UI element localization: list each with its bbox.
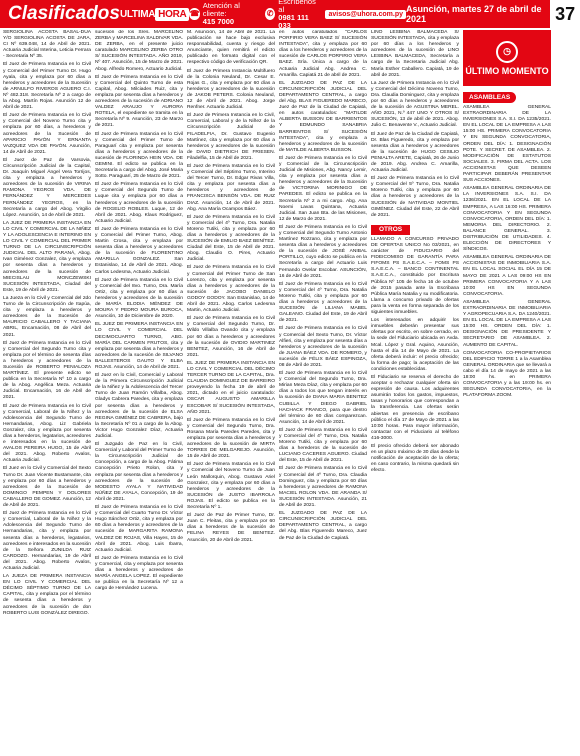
notice: La Jueza en lo Civil y Comercial del 2do Turno de la Circunscripción de Itapúa, cita y emplaza a herederos y acreedores de la Sucesión de MAURICIO CABALLERO Y TACIANA ABRIL, Encarnación, 08 de Abril del 2021. bbox=[3, 295, 91, 338]
notice: LINO LESBINA BALMACEDA S/ SUCESIÓN INTESTADA, cita y emplaza por 60 días a los herederos y acreedores de la sucesión de LINO LESBINA BALMACEDA, Secretaría a cargo de la Secretaria Judicial Abg. María Esther Caballero. Capiatá, 19 de abril de 2021. bbox=[371, 30, 459, 78]
notice: El Juez de Primera Instancia en lo Civil y Comercial del Segundo Turno, Dra. Mirian Meza Díaz, cita y emplaza por 60 días a todos los que tengan interés en la sucesión de DIANA MARIA BENITEZ CUBILLA Y DIEGO GABRIEL HACHACK FRANCO, para que dentro del término de 60 días comparezcan. Asunción, 14 de Abril de 2021. bbox=[279, 371, 367, 425]
newspaper-logo bbox=[120, 9, 189, 20]
notice: EL JUZGADO DE PAZ DE LA CIRCUNSCRIPCIÓN JUDICIAL DEL DEPARTAMENTO CENTRAL, a cargo del Abg. BLAS FIGUEREDO MARECO, Juez de Paz de la Ciudad de Capiatá, en autos caratulados: "MATILDE ALBERTA BUSSON DE BARRIENTOS Y EDMUNDO SANABRIA BARRIENTOS S/ SUCESIÓN INTESTADA", cita y emplaza a herederos y acreedores de la sucesión de MATILDE ALBERTA BUSSON. bbox=[279, 80, 367, 153]
assembly-notice: ASAMBLEA GENERAL EXTRAORDINARIA DE LA INVERSIONES S.A. S.I. DA 1235/2021. EN EL LOCAL DE LA EMPRESA A LAS 15:00 HS. PRIMERA CONVOCATORIA Y EN SEGUNDA CONVOCATORIA, ORDEN DEL DÍA: 1. DESIGNACIÓN PDTE. Y SECRET. DE ASAMBLEA. 2. MODIFICACIÓN DE ESTATUTOS SOCIALES. 3. FIRMA DEL ACTA. LOS ACCIONISTAS QUE DESEEN PARTICIPAR DEBERÁN PRESENTAR SUS ACCIONES. bbox=[463, 105, 551, 184]
notice: El precio ofrecido deberá ser abonado en un plazo máximo de 30 días desde la notificación de aceptación de la oferta; en caso contrario, la misma quedará sin efecto. bbox=[371, 444, 459, 474]
call-number: 415 7000 bbox=[202, 17, 235, 26]
classifieds-columns bbox=[0, 28, 580, 754]
page-number: 37 bbox=[550, 0, 580, 28]
notice: El Juez de Primera Instancia en lo Civil y Comercial del Segundo Turno, Dr. Wildo Villalba Ovando cita y emplaza por 60 días a herederos y acreedores de la sucesión de OVIDIO MARTINEZ BENITEZ, Asunción, 16 de Abril de 2021. bbox=[187, 316, 275, 358]
notice: El Juez de Primera Instancia en lo Civil y Comercial de la Circunscripción Judicial de Misiones, Abg. Nancy Lemir, cita y emplaza por sesenta días a herederos y acreedores de la Sucesión de VICTORINA MORINIGO DE PAREDES. El edicto se publica en la Secretaría Nº 2 a mi cargo. Abg. Ana Noemi Lavas Quintana, Actuaria Judicial. San Juan Bta. de las Misiones, 12 de Marzo de 2021. bbox=[279, 155, 367, 222]
column-5 bbox=[371, 30, 459, 754]
notice: El Juez de Paz de la Ciudad de Capiatá, Dr. Blas Figueredo, cita y emplaza por sesenta días a herederos y acreedores de la sucesión de HUGO CESILIO PENIALTA ARETE, Capiatá, 26 de Junio de 2019. Abg. Andrea C. Amarilla, Actuaria Judicial. bbox=[371, 131, 459, 174]
issue-date: Asunción, martes 27 de abril de 2021 bbox=[406, 4, 542, 24]
notice: El Juez en lo Civil y Comercial del Sexto Turno Dr. Juan Vicente Bustamante, cita y emplaza por 60 días a herederos y acreedores de la Sucesión de DOMINGO PEMPEN Y DOLORES CABALLERO DE GOMEZ. Asunción, 12 de Abril de 2021. bbox=[3, 466, 91, 509]
right-sidebar bbox=[463, 30, 551, 754]
column-3 bbox=[187, 30, 275, 754]
notice: sucesión de los Sres. MARCELINO ZERBA y MARCELINA SALDIVAR VDA. DE ZERBA, en el presente juicio caratulado MARCELINO ZERBA OTRO S/ SUCESIÓN INTESTADA. AÑO 2019, Nº 407. Asunción, 15 de Marzo de 2021. Abog. Alfredo Romero, Actuario Judicial. bbox=[95, 30, 183, 72]
notice: El Juez de Primera Instancia en lo Civil y Comercial del 4º Turno, Dra. Natalia Moreno Tutiki, cita y emplaza por 60 días a herederos y acreedores de la SUCESIÓN de LILIANA MABEL GALEANO. Ciudad del Este, 19 de Abril de 2021. bbox=[279, 281, 367, 324]
ultimo-label: ÚLTIMO MOMENTO bbox=[465, 65, 549, 76]
notice: El Juez en lo Civil, Comercial y Laboral de la Primera Circunscripción Judicial de la Niñez y la Adolescencia del Tercer Turno de Juan Ramón Villalba, Abog. Gladys Cabrera Paredes, cita y emplaza por sesenta días a herederos y acreedores de la sucesión de ELSA REGINA GIMÉNEZ DE CABRERA, bajo la Secretaría Nº 01 a cargo de la Abog. Victor Hugo Gonzalez Díaz, Actuaria Judicial. bbox=[95, 373, 183, 439]
write-label: Escríbenos al bbox=[278, 0, 316, 14]
notice: EL JUZGADO DE PAZ DE LA CIRCUNSCRIPCIÓN JUDICIAL DEL DEPARTAMENTO CENTRAL, a cargo del Abg. Blas Figueredo Mareco, Juez de Paz de la Ciudad de Capiatá. bbox=[279, 511, 367, 541]
phone-icon: ☎ bbox=[189, 9, 200, 18]
contact-call[interactable] bbox=[189, 0, 257, 30]
notice: El Juez de Primera Instancia en lo Civil y Comercial del 4º Turno, Dra. Natalia Moreno Tutiki, cita y emplaza por 60 días a herederos y acreedores de la SUCESIÓN de EMILIO BAEZ BENÍTEZ. Ciudad del Este, 15 de Abril de 2021. Abog. Claudio O. Pires, Actuario Judicial. bbox=[187, 214, 275, 263]
call-label: Atención al cliente: bbox=[202, 1, 240, 18]
notice: en autos caratulados "CARLOS PORFIRIO VERA BAEZ S/ SUCESIÓN INTESTADA", cita y emplaza por 60 días a los herederos y acreedores de la sucesión de CARLOS PORFIRIO VERA BAEZ. Sría. Única a cargo de la Actuaria Judicial Abg. Andrea C. Amarilla. Capiatá 21 de abril de 2021. bbox=[279, 30, 367, 78]
notice: El Juez de Primera Instancia en lo Civil y Comercial del Noveno Turno cita y emplaza por 60 días, a herederos y acreedores de la Sucesión de APARICIO PAVÓN Y ERNANTA VAZQUEZ VDA DE PAVÓN. Asunción, 14 de Abril de 2021. bbox=[3, 113, 91, 155]
section-title: Clasificados bbox=[8, 3, 120, 24]
notice: La Juez de Primera Instancia en lo Civil y Comercial del Décimo Noveno Turno, Dra. Claudia Dominguez, cita y emplaza por 60 días a herederos y acreedores de la sucesión de AGUSTINA MEREL. AÑO 2021, N.º 447 UNO Y OTROS S/ SUCESIÓN, 13 de abril de 2021. Abog. Julio C. Benavente V., Actuario Judicial. bbox=[371, 80, 459, 129]
notice: EL JUEZ DE PRIMERA INSTANCIA EN LO CIVIL Y COMERCIAL DEL DECIMOCUARTO TURNO, ABG. MARÍA DEL CARMEN FRUTOS, cita y emplaza por sesenta días a herederos y acreedores de la sucesión de SILVANO BALLESTEROS GAUTO Y ELBA ROJAS. Asunción, 14 de Abril de 2021. bbox=[95, 322, 183, 370]
otros-section-tag: OTROS bbox=[371, 225, 410, 235]
notice: El Juez de Primera Instancia en lo Civil y Comercial, Laboral de la Niñez y la Adolescencia del Segundo Turno de Hernandarias, cita y emplaza por sesenta días a herederos, legatarios, acreedores e interesados en la sucesión de la Señora ZUNILDA RUIZ CARDOZO. Hernandarias, 19 de Abril del 2021. Abog. Roberto Avalos, Actuaria Judicial. bbox=[3, 511, 91, 571]
notice: El Juez de Primera Instancia en lo Civil y Comercial del Segundo Turno cita y emplaza por el término de sesenta días a herederos y acreedores de la Sucesión de ROBERTO PENIALOZA MARTÍNEZ. El presente edicto se publica en la Secretaría Nº 10 a cargo de la Abog. Angélica Meza. Actuaria Judicial. Encarnación, 16 de Abril de 2021. bbox=[3, 340, 91, 401]
column-1 bbox=[3, 30, 91, 754]
notice: El Juez de Primera Instancia en lo Civil y Comercial del Noveno Turno de Juan León Mallorquin, Abog. Gustavo Ariel Gonzalez, cita y emplaza por 60 días a herederos y acreedores de la SUCESIÓN de JUSTO IBARROLA ROJAS. El edicto se publica en la Secretaría Nº 1. bbox=[187, 462, 275, 511]
logo-part-a: ULTIMA bbox=[119, 8, 156, 20]
notice: El Juez de Primera Instancia en lo Civil y Comercial del Quinto Turno de esta Capital, Abog. Milciades Ruiz, cita y emplaza por sesenta días a herederos y acreedores de la sucesión de ADRIANO VALDEZ ARAUJO Y AURORA ROTELA, el expediente se tramita en la Secretaría Nº 9. Asunción, 23 de Marzo de 2021. bbox=[95, 74, 183, 129]
contact-info bbox=[189, 0, 317, 30]
notice: Los interesados en adquirir los inmuebles deberán presentar sus ofertas por escrito, en sobre cerrado, en la sede del Fiduciario ubicada en Avda. Mcal. López y Gral. Aquino, Asunción, hasta el día 14 de Mayo de 2021. La oferta deberá incluir: el precio ofrecido; la forma de pago; la aceptación de las condiciones establecidas. bbox=[371, 318, 459, 372]
notice: LLAMADO A CONCURSO PRIVADO DE OFERTAS UNICO No 03/2021, en carácter de FIDUCIARIO del FIDEICOMISO DE GARANTÍA PARA FIFOMS PS S.A.E.C.A. – FOMS PS S.A.E.C.A. – BANCO CONTINENTAL S.A.E.C.A., constituido por Escritura Pública Nº 105 de fecha 16 de octubre de 2015 pasada ante la Escribana Pública María Natalia y su modificatoria. Llama a concurso privado de ofertas para la venta en forma separada de los siguientes inmuebles. bbox=[371, 236, 459, 316]
notice: LA JUEZ DE PRIMERA INSTANCIA EN LO CIVIL Y COMERCIAL DE LA NIÑEZ Y LA ADOLESCENCIA E INTERINO EN LO CIVIL Y COMERCIAL DEL PRIMER TURNO DE LA CIRCUNSCRIPCIÓN JUDICIAL DEL ALTO PARANÁ, Abog. Ivan Giménez Gonzalez, cita y emplaza por sesenta días a herederos y acreedores de la sucesión de MIECISLAU MONCZEWSKI SUCESIÓN INTESTADA, Ciudad del Este, 19 de Abril de 2021. bbox=[3, 220, 91, 293]
notice: El Juez de Primera Instancia en lo Civil y Comercial del Primer Turno de Paraguarí cita y emplaza por sesenta días a herederos y acreedores de la sucesión de FLORINDA HEIN VDA. DE GEMINI. El edicto se publica en la Secretaría a cargo del Abog. José Maria Sotto. Paraguarí, 25 de Marzo de 2021. bbox=[95, 131, 183, 180]
classifieds-header bbox=[0, 0, 580, 28]
notice: El Juez de Primera Instancia en lo Civil y Comercial del 4º Turno, Dra. Natalia Moreno Tutiki, cita y emplaza por 60 días a herederos de la sucesión de LUCIANO CACERES AGUERO. Ciudad del Este, 15 de Abril de 2021. bbox=[279, 427, 367, 464]
notice: El Juez de Primera Instancia en lo Civil y Comercial del Segundo Turno, Dra. Rosana María Paredes Paredes, cita y emplaza por sesenta días a herederos y acreedores de la sucesión de MIRTA TORRES DE MELGAREJO. Asunción, 15 de Abril de 2021. bbox=[187, 417, 275, 460]
notice: El Juzgado de Paz en lo Civil, Comercial y Laboral del Primer Turno de la Circunscripción Judicial de Concepción, a cargo de la Abog. Fátima Concepción Prieto Rolon, cita y emplaza por sesenta días a herederos y acreedores de la sucesión de MODESTO AYALA Y NATIVIDAD NÚÑEZ DE AYALA, Concepción, 19 de Abril de 2021. bbox=[95, 442, 183, 502]
notice: El Juez de Primera Instancia en lo Civil y Comercial del Segundo Turno de Luque cita y emplaza por 60 días a herederos y acreedores de la sucesión de ROGELIO ROBLES. Luque, 12 de Abril de 2021. Abog. Klaus Rodriguez, Actuario Judicial. bbox=[95, 182, 183, 224]
logo-part-b: HORA bbox=[155, 8, 189, 21]
column-2 bbox=[95, 30, 183, 754]
notice: EL JUEZ DE PRIMERA INSTANCIA EN LO CIVIL Y COMERCIAL DEL DÉCIMO TERCER TURNO DE LA CAPITAL, Dra. CLAUDIA DOMINGUEZ DE BARREIRO proveyendo la fecha 19 de abril de 2021, dictado en el juicio caratulado: OSCAR AUGUSTO AMARILLA ESCOBAR S/ SUCESIÓN INTESTADA, AÑO 2021. bbox=[187, 360, 275, 415]
asambleas-section-tag: ASAMBLEAS bbox=[463, 92, 516, 103]
assembly-notice: CONVOCATORIA CO-PROPIETARIOS DEL EDIFICIO TORRE 1 a la Asamblea GENERAL ORDINARIA que se llevará a cabo el día 14 de mayo de 2021 a las 18:00 hs. en PRIMERA CONVOCATORIA y a las 19:00 hs. en SEGUNDA CONVOCATORIA, en la PLATAFORMA ZOOM. bbox=[463, 350, 551, 399]
notice: M. Asunción, 14 de Abril de 2021. La publicación se hace bajo exclusiva responsabilidad, cuenta y riesgo del Anunciante, quien remitirá el edicto publicado en formato digital con el respectivo código de verificación QR. bbox=[187, 30, 275, 66]
notice: El Juez de Primera Instancia en lo Civil y Comercial del Primer Turno Dr. Hugo Ayala, cita y emplaza por 60 días a herederos y acreedores de la Sucesión de ARNULFO RIVEROS AGUERO C.I. Nº 482.318. Secretaría Nº 2 a cargo de la Abog. Martín Rojas. Asunción 12 de Abril de 2021. bbox=[3, 62, 91, 111]
notice: LA JUEZA DE PRIMERA INSTANCIA EN LO CIVIL Y COMERCIAL DEL DÉCIMO SÉPTIMO TURNO DE LA CAPITAL, cita y emplaza por el término de sesenta días a herederos y acreedores de la sucesión de don ROBERTO LUIS GONZÁLEZ DIREGO. bbox=[3, 574, 91, 616]
notice: El Juez de Primera Instancia en lo Civil y Comercial del 4º Turno, Dra. Claudia Dominguez, cita y emplaza por 60 días a herederos y acreedores de RAMONA MACIEL ROLON VDA. DE ARANDA S/ SUCESIÓN INTESTADA. Asunción, 21 de Abril de 2021. bbox=[279, 466, 367, 509]
notice: El Juez de Primera Instancia en lo Civil y Comercial del Primer Turno, Abog. Martin Crosa, cita y emplaza por sesenta días a herederos y acreedores de la sucesión de FLORENTINO AMARILLA GONZALEZ. San Estanislao, 14 de Abril de 2021. Abog. Carlos Ledesma, Actuario Judicial. bbox=[95, 226, 183, 275]
notice: El Fiduciario se reserva el derecho de aceptar o rechazar cualquier oferta sin expresión de causa. Los adquirentes asumirán todos los gastos, impuestos, tasas y honorarios que correspondan a la transferencia. Las ofertas serán abiertas en presencia de escribano público el día 17 de Mayo de 2021 a las 10:00 horas. Para mayor información, contactar con el Fiduciario al teléfono 416-3000. bbox=[371, 374, 459, 441]
write-number: 0981 111 033 bbox=[278, 13, 309, 30]
website-link[interactable]: avisos@uhora.com.py bbox=[325, 10, 406, 19]
whatsapp-icon: ✆ bbox=[266, 9, 274, 18]
notice: El Juez de Primera Instancia en lo Civil y Comercial del Cuarto Turno Dr. Víctor Hugo Sánchez Ortiz, cita y emplaza por 60 días a herederos y acreedores de la sucesión de MARGARITA RAMONA VALDEZ DE ROJAS, Villa Hayes, 15 de Abril de 2021. Abog. Luis Ibarra, Actuario Judicial. bbox=[95, 505, 183, 553]
asambleas-list bbox=[463, 105, 551, 399]
notice: El Juez de Paz de Varsovia, Circunscripción Judicial de la Capital, Dr. Joaquín Miguel Ángel Vera Torrijos, cita y emplaza a herederos y acreedores de la sucesión de VIRINA RAMONA YEGROS VDA. DE FERNÁNDEZ Y MERCEDES FERNÁNDEZ YEGROS, en la Secretaría a cargo del Abog. Virgilio López. Asunción, 14 de Abril de 2021. bbox=[3, 157, 91, 218]
notice: El Juez de Primera Instancia Multifuero de la Colonia Neuland, Dr. Cesar E. Rojas G., cita y emplaza por 60 días a herederos y acreedores de la sucesión de JAKOB PETERS. Colonia Neuland, 12 de Abril de 2021. Abog. Jorge Renfner. Actuario Judicial. bbox=[187, 68, 275, 111]
notice: El Juez de Paz de Primer Turno, Dr. Juan C. Fleitas, cita y emplaza por 60 días a herederos de la sucesión de FELINA REYES DE BENITEZ. Asunción, 20 de Abril de 2021. bbox=[187, 513, 275, 543]
notice: El Juez de Primera Instancia en lo Civil y Comercial del Sexto Turno, Dr. Víctor Alfieri, cita y emplaza por sesenta días a herederos y acreedores de la sucesión de JUANA BÁEZ VDA. DE ROMERO, y sucesión de FÉLIX BÁEZ ESPINOZA, 08 de Abril de 2021. bbox=[279, 326, 367, 368]
notice: El Juez de Primera Instancia en lo Civil y Comercial del Séptimo Turno, Interino del Tercer Turno, Dr. Edgar Rivas Villa, cita y emplaza por sesenta días a herederos y acreedores de FRANCISCA BENSÓN VDA. DE RUIZ DIAZ. Asunción, 14 de Abril de 2021. Abg. Ana María Ocampos Báez. bbox=[187, 163, 275, 212]
column-4 bbox=[279, 30, 367, 754]
notice: El Juez de Primera Instancia en lo Civil y Comercial del 8vo. Turno, Dra. María Ortiz, cita y emplaza por 60 días a herederos y acreedores de la sucesión de MARÍA ELODIA MÉNDEZ DE MOURA Y PEDRO MOURA BUROCA, Asunción, 10 de Diciembre de 2020. bbox=[95, 277, 183, 320]
notice: El Juez de Primera Instancia en lo Civil y Comercial, cita y emplaza por sesenta días a herederos y acreedores de MARÍA ANGELA LOPEZ. El expediente se publica en la Secretaría Nº 12 a cargo de Hernández Lucena. bbox=[95, 555, 183, 592]
assembly-notice: ASAMBLEA GENERAL ORDINARIA DE ACCIONISTAS DE INMOBILIARIA S.A. EN EL LOCAL SOCIAL EL DÍA 15 DE MAYO DE 2021 A LAS 09:00 HS EN PRIMERA CONVOCATORIA Y A LAS 10:00 HS EN SEGUNDA CONVOCATORIA. bbox=[463, 255, 551, 297]
notice: El Juez de Primera Instancia en lo Civil y Comercial del 5º Turno, Dra. Natalia Moreno Tutiki, cita y emplaza por 60 días a herederos y acreedores de la SUCESIÓN de NATIVIDAD MONTIEL GIMÉNEZ. Ciudad del Este, 22 de Abril de 2021. bbox=[371, 176, 459, 218]
assembly-notice: ASAMBLEA GENERAL ORDINARIA DE LA INVERSIONES S.A. S.I. DA 1236/2021. EN EL LOCAL DE LA EMPRESA, A LAS 16:00 HS. PRIMERA CONVOCATORIA Y EN SEGUNDA CONVOCATORIA, ORDEN DEL DÍA: 1. MEMORIA DEL DIRECTORIO. 2. BALANCE GENERAL. 3. DISTRIBUCIÓN DE UTILIDADES. 4. ELECCIÓN DE DIRECTORES Y SÍNDICOS. bbox=[463, 186, 551, 253]
assembly-notice: ASAMBLEA GENERAL EXTRAORDINARIA DE INMOBILIARIA Y AGROPECUARIA S.A. DA 1240/2021. EN EL LOCAL DE LA EMPRESA A LAS 15:00 HS. ORDEN DEL DÍA: 1. DESIGNACIÓN DE PRESIDENTE Y SECRETARIO DE ASAMBLEA. 2. AUMENTO DE CAPITAL. bbox=[463, 299, 551, 348]
notice: El Juez de Primera Instancia en lo Civil y Comercial, Laboral de la Niñez y la Adolescencia del Segundo Turno de Hernandarias, Abog. Liz Gabriela Gonzalez, cita y emplaza por sesenta días a herederos, legatarios, acreedores e interesados en la sucesión de AVALOS PEREIRA HUGO, 15 de Abril del 2021. Abog. Roberto Avalos, Actuaria Judicial. bbox=[3, 403, 91, 464]
notice: SERGIOLINA ACOSTA BASAL-DUA Y/O SERGIOLINA ACOSTA DE JARA, CI Nº 639.048, 14 de Abril de 2021. Actuaria Judicial Interina, Leticia Ferrara - Secretaria Nº 35. bbox=[3, 30, 91, 60]
notice: El Juez de Primera Instancia en lo Civil, Comercial, Laboral y de la Niñez de la Circunscripción Judicial de FILADELFIA, Dr. Gustavo Eugenio Martínez, cita y emplaza por 60 días a herederos y acreedores de la sucesión de DAVID DIETRICH DE FRIESEN. Filadelfia, 15 de Abril de 2021. bbox=[187, 113, 275, 161]
contact-write[interactable] bbox=[265, 0, 318, 30]
notice: El Juez de Primera Instancia en lo Civil y Comercial del Primer Turno de San Lorenzo, cita y emplaza por sesenta días a herederos y acreedores de la sucesión de JACOBO DANIELO GODOY GODOY. San Estanislao, 14 de Abril de 2021. Abog. Carlos Ledesma Martin, Actuario Judicial. bbox=[187, 265, 275, 314]
clock-icon: ◷ bbox=[496, 41, 518, 63]
ultimo-momento-banner[interactable] bbox=[463, 30, 551, 86]
notice: El Juez de Primera Instancia en lo Civil y Comercial del Segundo Turno Antonio Martínez Rozzano, cita y emplaza por sesenta días a herederos y acreedores de la sucesión de JOSÉ ANIBAL PORTILLO, cuyo edicto se publica en la Secretaría a cargo del Actuario Luis Fernando Ovelar Escobar. ASUNCIÓN, 16 de Abril de 2021. bbox=[279, 224, 367, 279]
